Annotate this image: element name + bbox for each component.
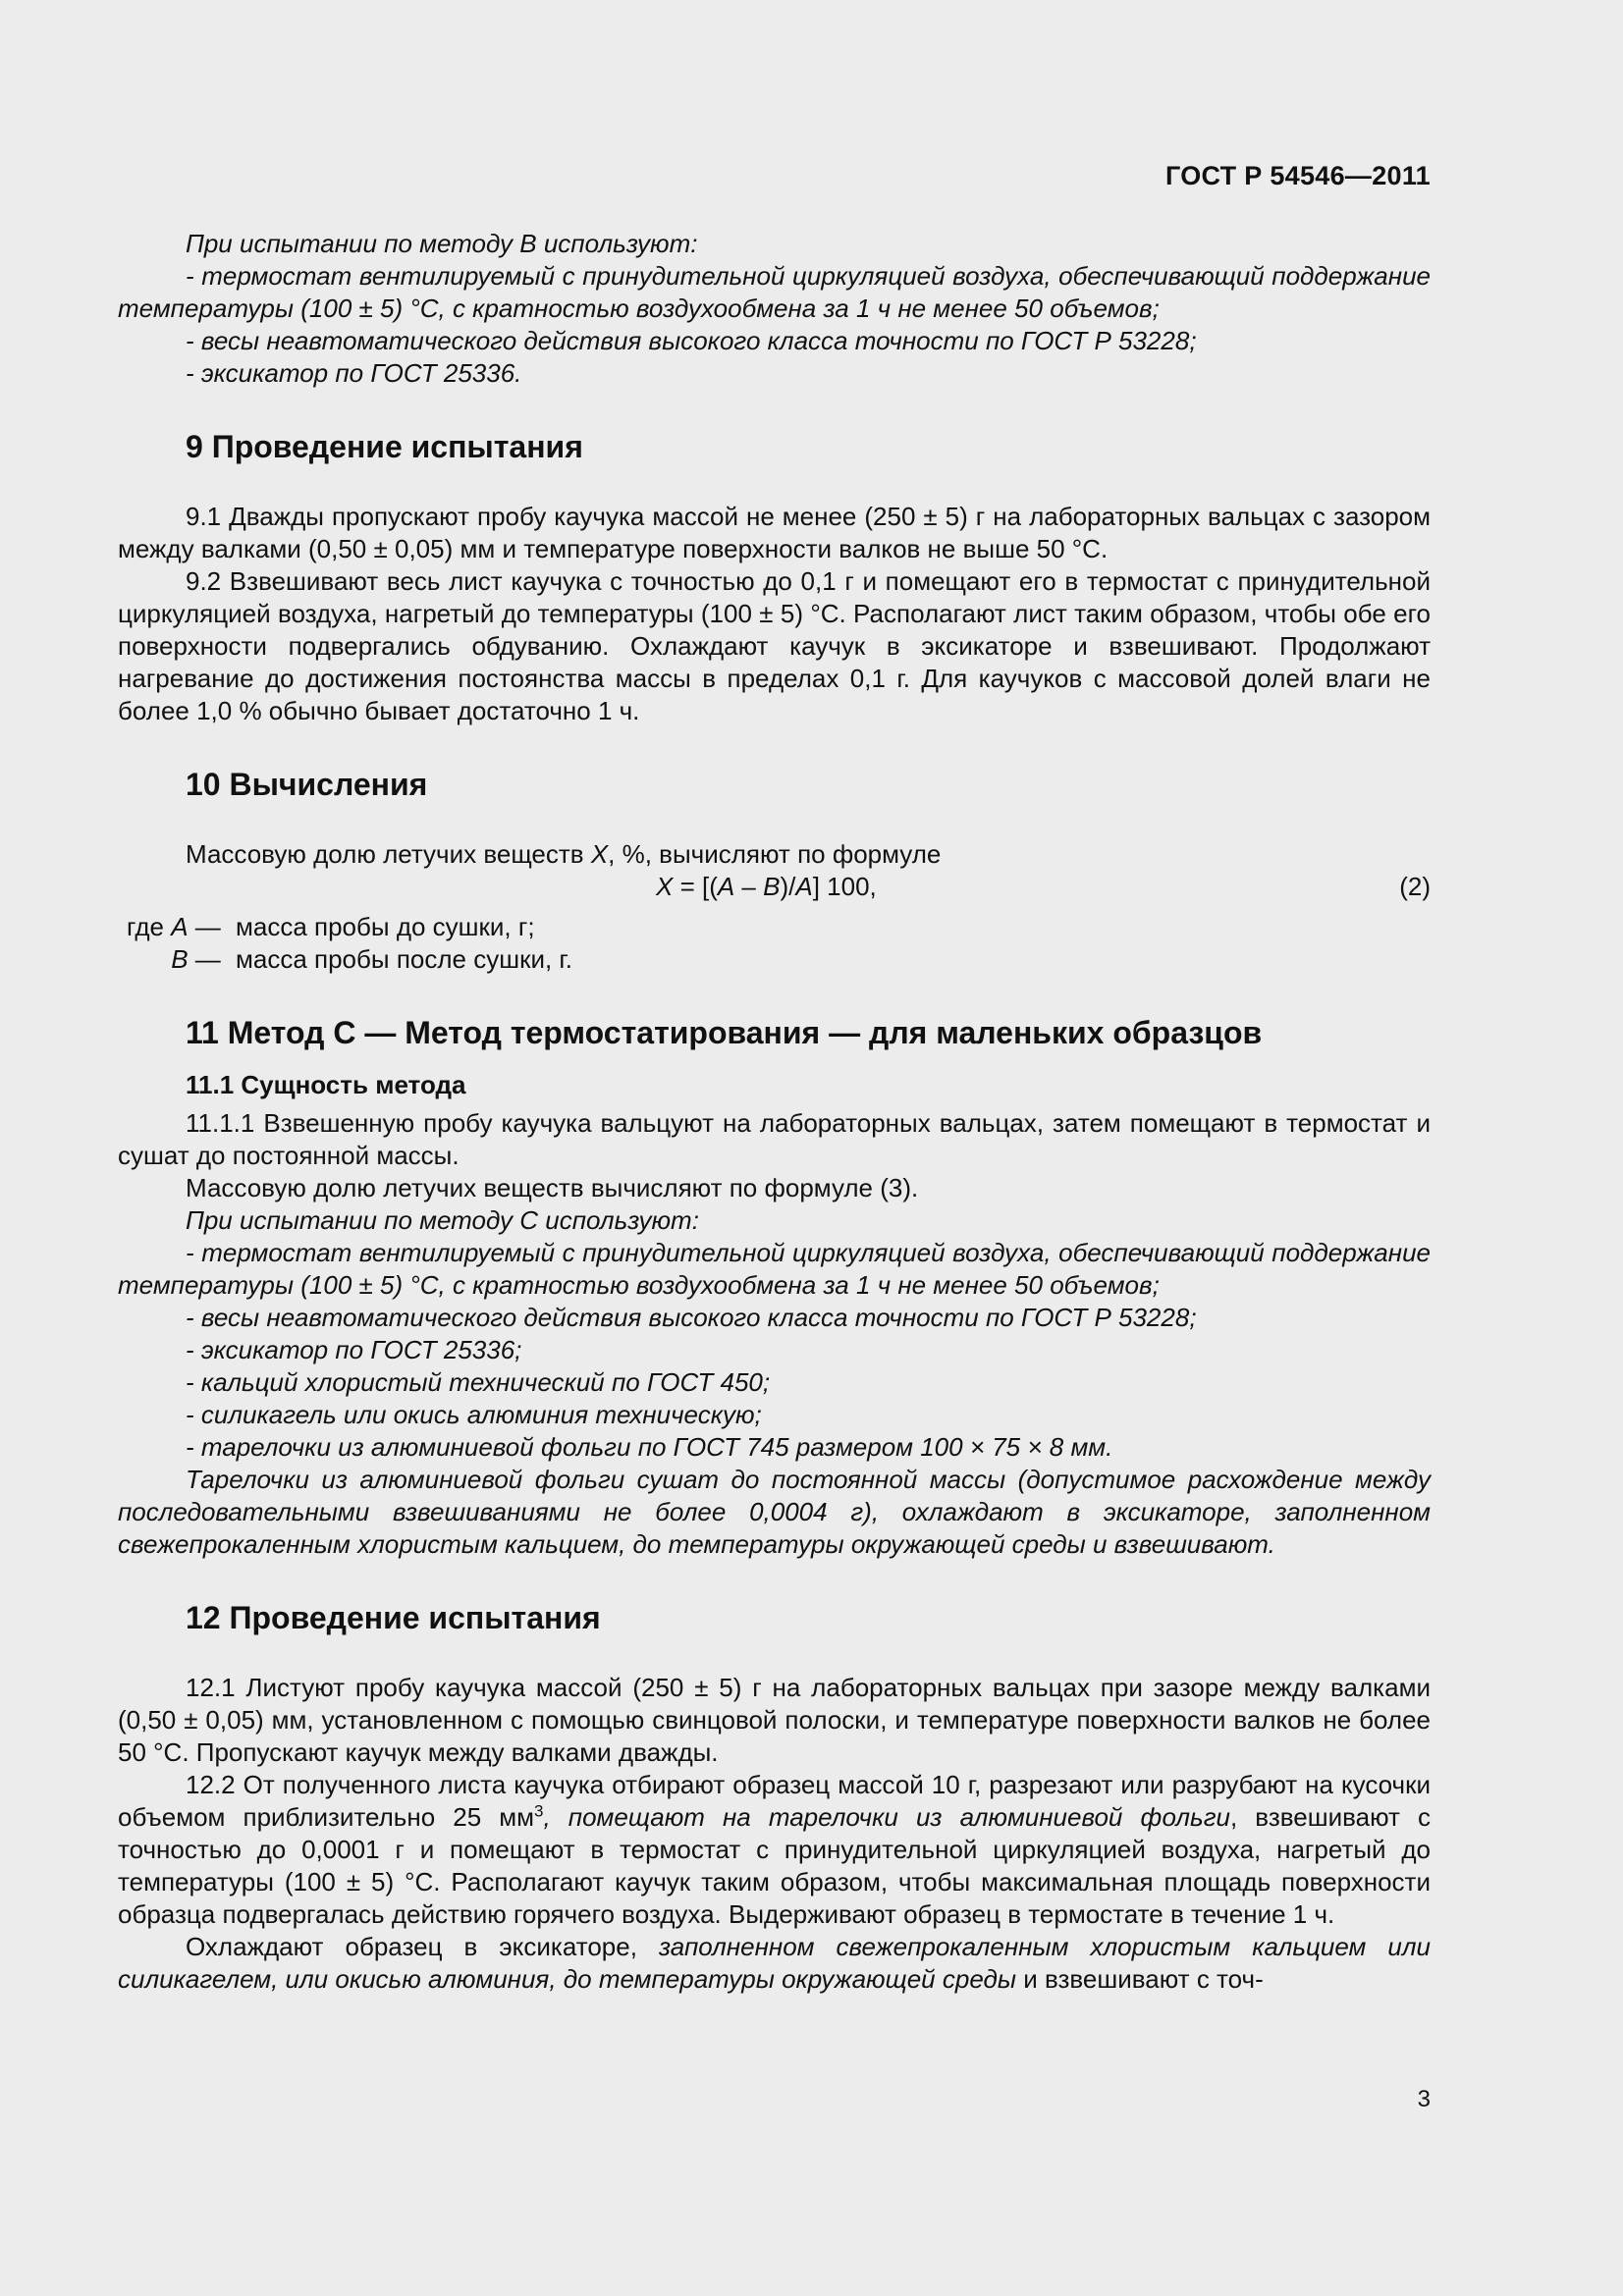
list-item: - термостат вентилируемый с принудительной циркуляцией воздуха, обеспечивающий поддержание температуры (100 ± 5) °С, с кратностью воздухообмена за 1 ч не менее 50 объемов; [118,1238,1431,1300]
where-text: масса пробы после сушки, г. [236,944,572,974]
method-c-lead: При испытании по методу С используют: [186,1205,699,1235]
where-text: масса пробы до сушки, г; [236,912,535,941]
list-item: - эксикатор по ГОСТ 25336. [186,358,522,388]
paragraph-9-1: 9.1 Дважды пропускают пробу каучука массой не менее (250 ± 5) г на лабораторных вальцах с зазором между валками (0,50 ± 0,05) мм и температуре поверхности валков не выше 50 °С. [118,502,1431,563]
paragraph: Массовую долю летучих веществ вычисляют по формуле (3). [186,1173,919,1202]
section-12-title: 12 Проведение испытания [186,1600,601,1635]
formula: X = [(A – B)/A] 100, [656,872,877,901]
page-number: 3 [1417,2086,1431,2112]
list-item: - весы неавтоматического действия высокого класса точности по ГОСТ Р 53228; [186,1303,1197,1332]
paragraph-11-1-1: 11.1.1 Взвешенную пробу каучука вальцуют на лабораторных вальцах, затем помещают в термостат и сушат до постоянной массы. [118,1108,1431,1170]
list-item: - термостат вентилируемый с принудительной циркуляцией воздуха, обеспечивающий поддержание температуры (100 ± 5) °С, с кратностью воздухообмена за 1 ч не менее 50 объемов; [118,261,1431,323]
subsection-11-1-title: 11.1 Сущность метода [186,1070,466,1099]
section-10-title: 10 Вычисления [186,767,428,802]
list-item: - весы неавтоматического действия высокого класса точности по ГОСТ Р 53228; [186,326,1197,355]
list-item: - кальций хлористый технический по ГОСТ 450; [186,1367,771,1397]
page-content [118,228,1431,1996]
paragraph: Охлаждают образец в эксикаторе, заполненном свежепрокаленным хлористым кальцием или силикагелем, или окисью алюминия, до температуры окружающей среды и взвешивают с точ- [118,1932,1431,1994]
section-9-title: 9 Проведение испытания [186,429,583,464]
method-b-lead: При испытании по методу В используют: [186,229,698,258]
section-11-title: 11 Метод С — Метод термостатирования — для маленьких образцов [186,1015,1263,1050]
paragraph-12-2: 12.2 От полученного листа каучука отбирают образец массой 10 г, разрезают или разрубают на кусочки объемом приблизительно 25 $мм^3$, помещают на тарелочки из алюминиевой фольги, взвешивают с точностью до 0,0001 г и помещают в термостат с принудительной циркуляцией воздуха, нагретый до температуры (100 ± 5) °С. Располагают каучук таким образом, чтобы максимальная площадь поверхности образца подвергалась действию горячего воздуха. Выдерживают образец в термостате в течение 1 ч. [118,1770,1432,1929]
formula-lead: Массовую долю летучих веществ X, %, вычисляют по формуле [186,839,942,869]
document-id: ГОСТ Р 54546—2011 [1164,161,1431,190]
paragraph-12-1: 12.1 Листуют пробу каучука массой (250 ± 5) г на лабораторных вальцах при зазоре между валками (0,50 ± 0,05) мм, установленном с помощью свинцовой полоски, и температуре поверхности валков не более 50 °С. Пропускают каучук между валками дважды. [118,1673,1431,1767]
list-item: - эксикатор по ГОСТ 25336; [186,1335,522,1364]
where-row [118,943,1431,976]
list-item: - тарелочки из алюминиевой фольги по ГОСТ 745 размером 100 × 75 × 8 мм. [186,1432,1113,1462]
equation-number: (2) [1399,872,1431,901]
paragraph-note: Тарелочки из алюминиевой фольги сушат до постоянной массы (допустимое расхождение между последовательными взвешиваниями не более 0,0004 г), охлаждают в эксикаторе, заполненном свежепрокаленным хлористым кальцием, до температуры окружающей среды и взвешивают. [118,1465,1431,1559]
paragraph-9-2: 9.2 Взвешивают весь лист каучука с точностью до 0,1 г и помещают его в термостат с принудительной циркуляцией воздуха, нагретый до температуры (100 ± 5) °С. Располагают лист таким образом, чтобы обе его поверхности подвергались обдуванию. Охлаждают каучук в эксикаторе и взвешивают. Продолжают нагревание до достижения постоянства массы в пределах 0,1 г. Для каучуков с массовой долей влаги не более 1,0 % обычно бывает достаточно 1 ч. [118,566,1431,725]
where-symbol: B — [171,944,228,974]
where-row [118,911,1431,943]
list-item: - силикагель или окись алюминия техническую; [186,1400,762,1429]
where-symbol: где A — [127,912,228,941]
formula-row [118,871,1431,903]
